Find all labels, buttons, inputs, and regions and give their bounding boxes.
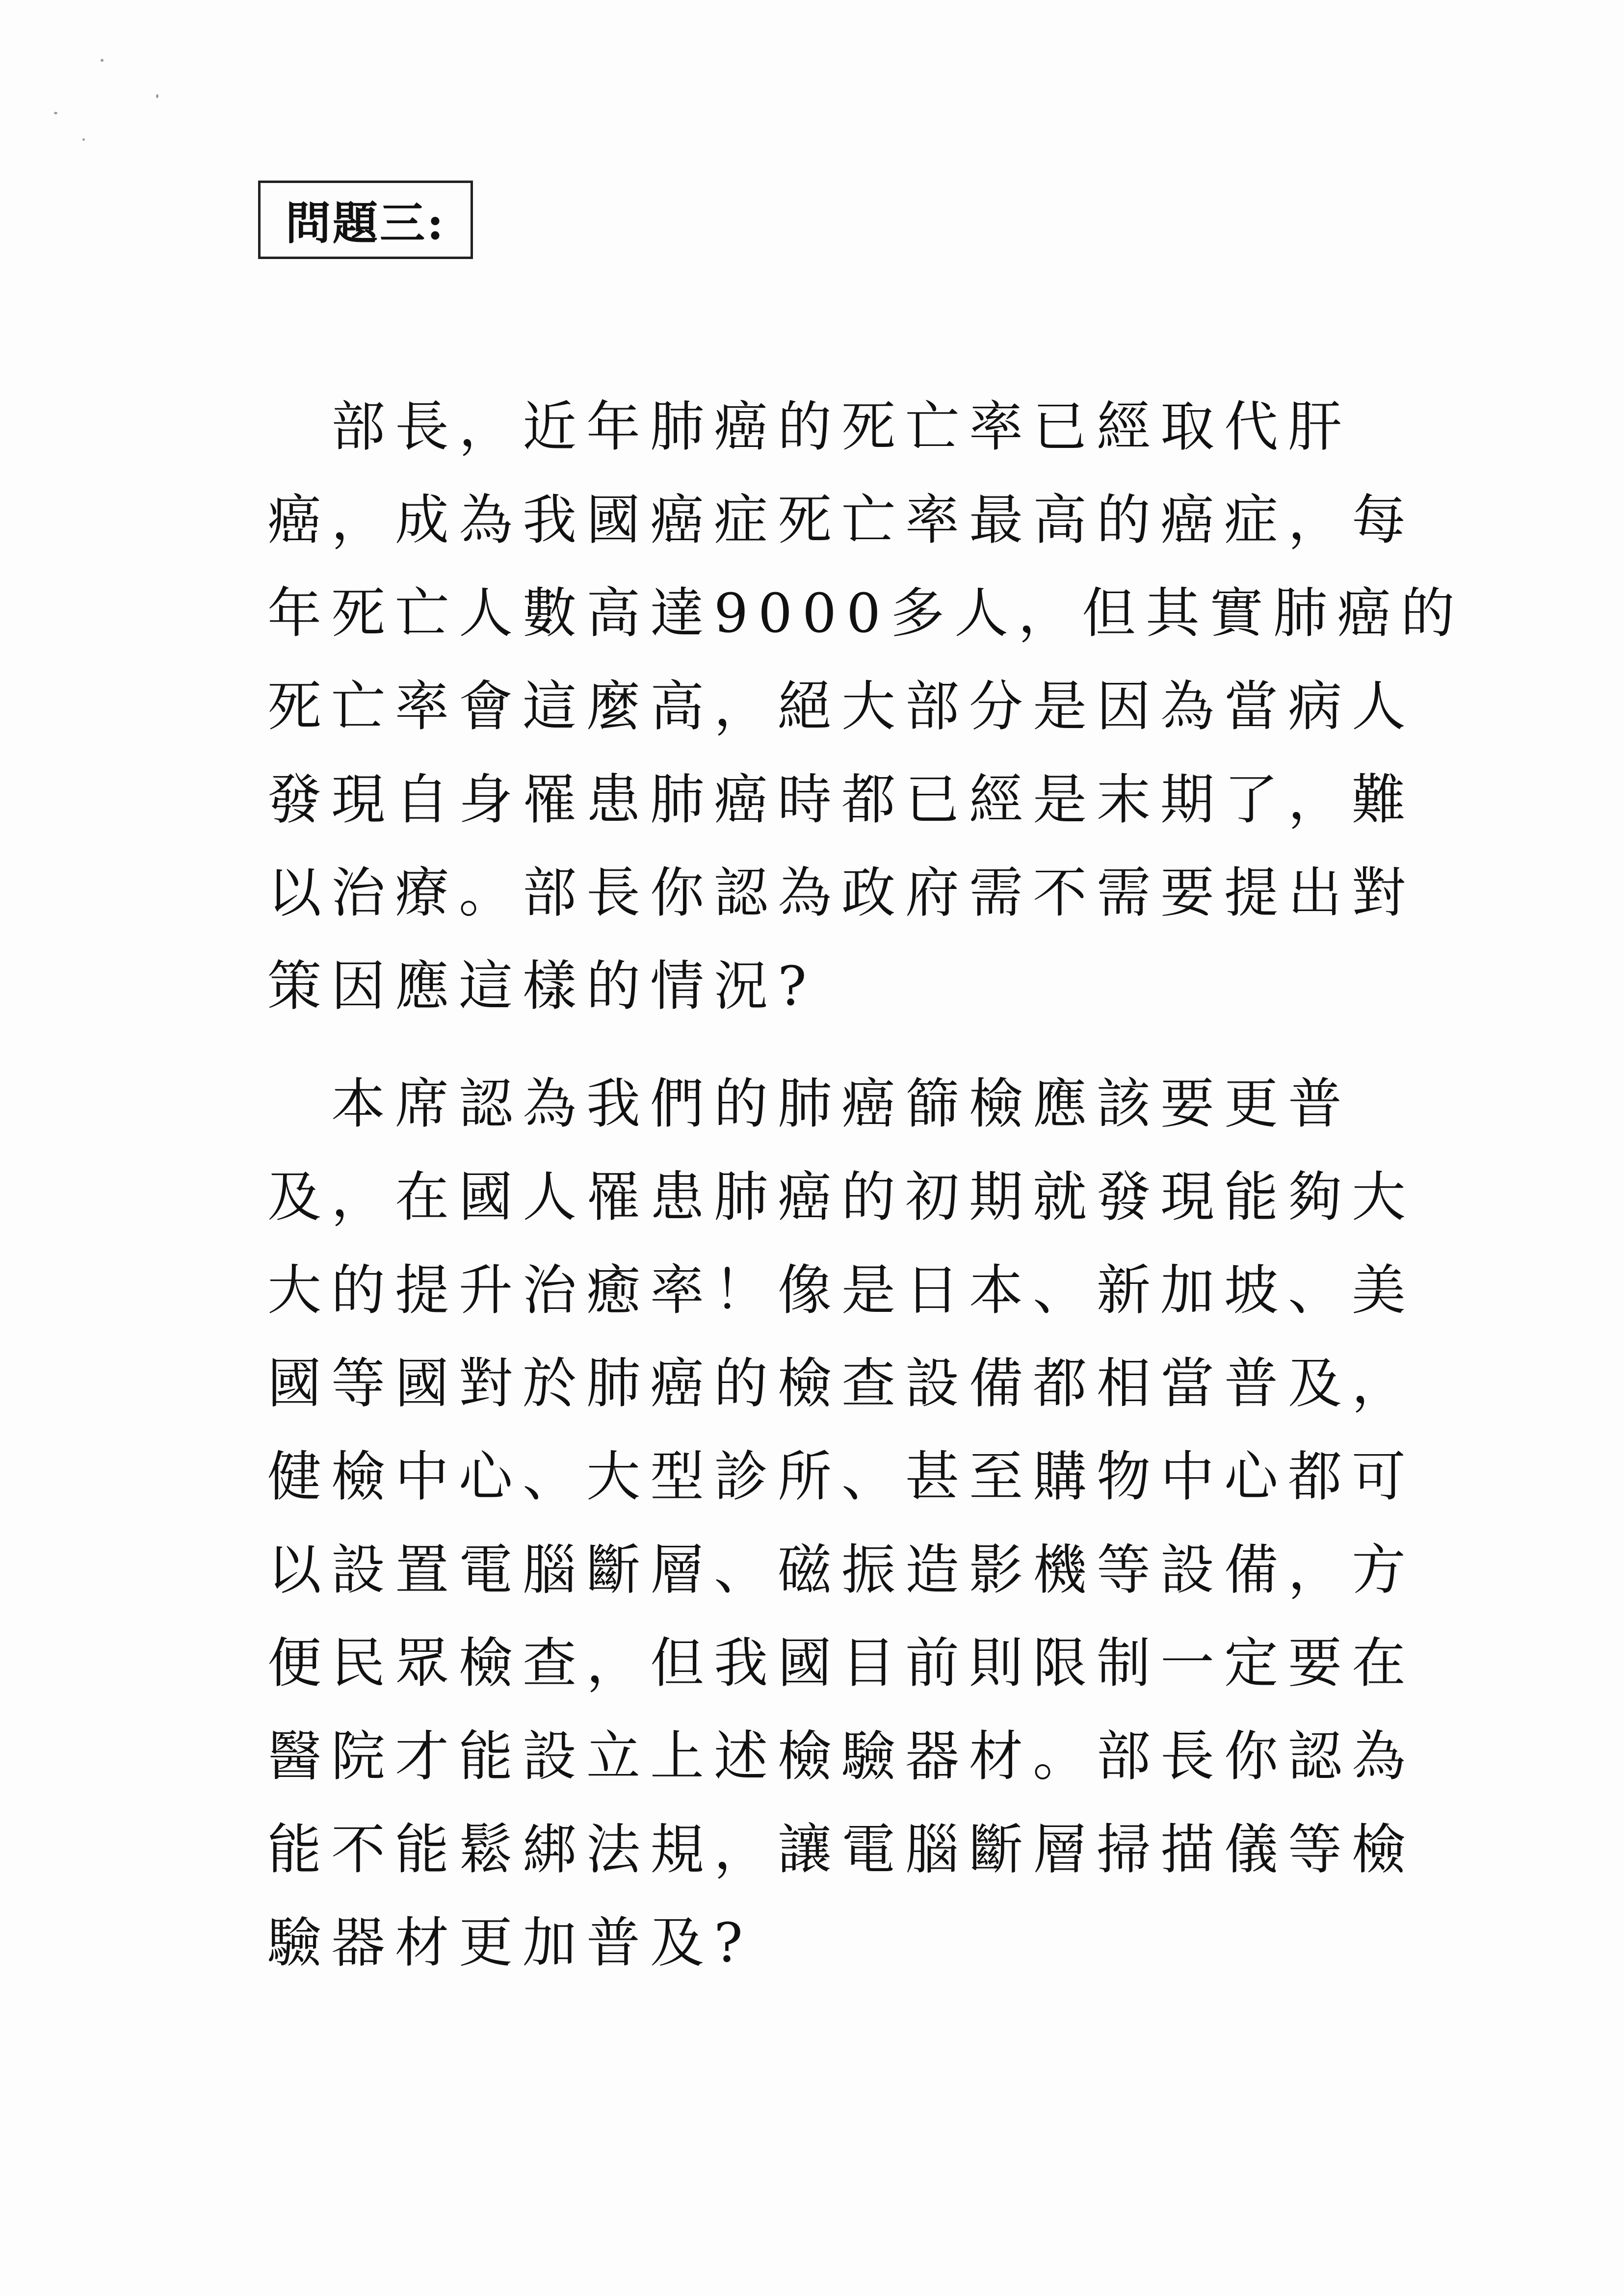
scan-speck — [156, 94, 158, 98]
paragraph-line: 以治療。部長你認為政府需不需要提出對 — [267, 861, 1415, 924]
paragraph-line: 部長，近年肺癌的死亡率已經取代肝 — [267, 395, 1352, 458]
paragraph-line: 本席認為我們的肺癌篩檢應該要更普 — [267, 1072, 1352, 1135]
paragraph-line: 以設置電腦斷層、磁振造影機等設備，方 — [267, 1539, 1415, 1601]
paragraph-line: 健檢中心、大型診所、甚至購物中心都可 — [267, 1445, 1415, 1508]
paragraph-1 — [267, 380, 1465, 1033]
paragraph-2 — [267, 1057, 1415, 1989]
question-heading: 問題三: — [286, 197, 445, 250]
question-heading-box — [258, 181, 473, 259]
paragraph-line: 年死亡人數高達9000多人，但其實肺癌的 — [267, 582, 1465, 645]
paragraph-line: 驗器材更加普及? — [267, 1911, 753, 1974]
paragraph-line: 策因應這樣的情況? — [267, 955, 816, 1018]
paragraph-line: 國等國對於肺癌的檢查設備都相當普及， — [267, 1352, 1415, 1415]
paragraph-line: 大的提升治癒率！像是日本、新加坡、美 — [267, 1259, 1415, 1322]
paragraph-line: 死亡率會這麼高，絕大部分是因為當病人 — [267, 675, 1415, 738]
paragraph-line: 醫院才能設立上述檢驗器材。部長你認為 — [267, 1725, 1415, 1788]
scan-speck — [82, 138, 85, 141]
scan-speck — [54, 112, 57, 114]
scan-speck — [101, 59, 104, 62]
paragraph-line: 便民眾檢查，但我國目前則限制一定要在 — [267, 1632, 1415, 1695]
paragraph-line: 發現自身罹患肺癌時都已經是末期了，難 — [267, 768, 1415, 831]
paragraph-line: 及，在國人罹患肺癌的初期就發現能夠大 — [267, 1166, 1415, 1228]
paragraph-line: 癌，成為我國癌症死亡率最高的癌症，每 — [267, 489, 1415, 551]
paragraph-line: 能不能鬆綁法規，讓電腦斷層掃描儀等檢 — [267, 1818, 1415, 1881]
